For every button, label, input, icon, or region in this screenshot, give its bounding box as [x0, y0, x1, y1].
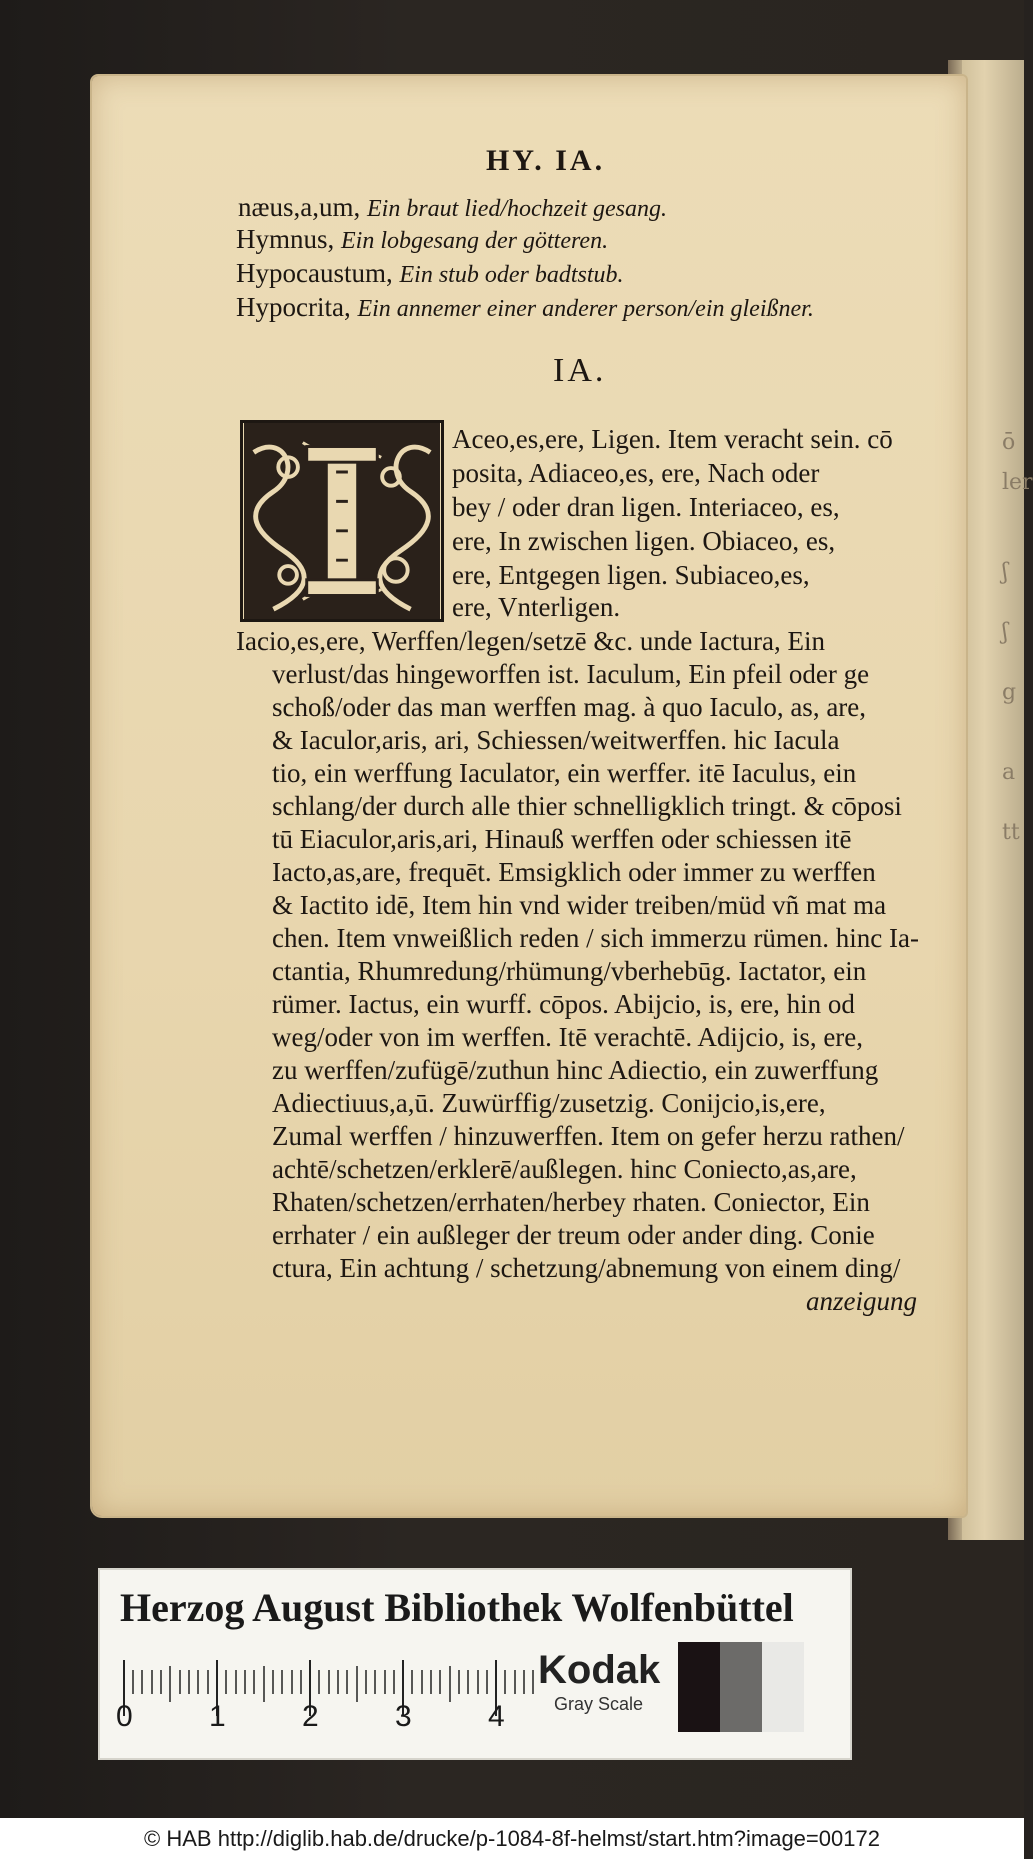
- text-line: weg/oder von im werffen. Itē verachtē. Adijcio, is, ere,: [272, 1022, 864, 1052]
- german-gloss: Ein annemer einer anderer person/ein gleißner.: [357, 296, 814, 322]
- german-gloss: Ein braut lied/hochzeit gesang.: [367, 196, 667, 222]
- text-line: ere, In zwischen ligen. Obiaceo, es,: [452, 526, 836, 556]
- running-header: HY. IA.: [486, 144, 606, 177]
- text-line: schlang/der durch alle thier schnelligklich tringt. & cōposi: [272, 791, 902, 821]
- section-title: IA.: [553, 352, 607, 389]
- text-line: tū Eiaculor,aris,ari, Hinauß werffen oder schiessen itē: [272, 824, 852, 854]
- latin-term: Hypocaustum,: [236, 258, 393, 288]
- entry-line: [236, 256, 624, 292]
- library-name: Herzog August Bibliothek Wolfenbüttel: [120, 1585, 794, 1630]
- text-line: Iacto,as,are, frequēt. Emsigklich oder immer zu werffen: [272, 857, 876, 887]
- text-line: verlust/das hingeworffen ist. Iaculum, Ein pfeil oder ge: [272, 659, 870, 689]
- text-line: posita, Adiaceo,es, ere, Nach oder: [452, 458, 820, 488]
- ruler-number: 2: [302, 1700, 319, 1733]
- gray-swatch-mid: [720, 1642, 762, 1732]
- gray-scale-label: Gray Scale: [554, 1694, 644, 1714]
- text-line: ere, Vnterligen.: [452, 592, 621, 622]
- entry-line: [238, 190, 667, 226]
- ruler-scale: [124, 1658, 544, 1718]
- color-ruler-card: [98, 1568, 852, 1760]
- text-line: & Iaculor,aris, ari, Schiessen/weitwerffen. hic Iacula: [272, 725, 840, 755]
- text-line: chen. Item vnweißlich reden / sich immerzu rümen. hinc Ia-: [272, 923, 920, 953]
- text-line: achtē/schetzen/erklerē/außlegen. hinc Coniecto,as,are,: [272, 1154, 857, 1184]
- text-line: ctura, Ein achtung / schetzung/abnemung von einem ding/: [272, 1253, 901, 1283]
- latin-term: Hypocrita,: [236, 292, 351, 322]
- text-line: tio, ein werffung Iaculator, ein werffer. itē Iaculus, ein: [272, 758, 857, 788]
- german-gloss: Ein stub oder badtstub.: [399, 262, 624, 288]
- text-line: rümer. Iactus, ein wurff. cōpos. Abijcio, is, ere, hin od: [272, 989, 855, 1019]
- text-line: zu werffen/zufügē/zuthun hinc Adiectio, ein zuwerffung: [272, 1055, 879, 1085]
- text-line: schoß/oder das man werffen mag. à quo Iaculo, as, are,: [272, 692, 867, 722]
- text-line: Zumal werffen / hinzuwerffen. Item on gefer herzu rathen/: [272, 1121, 905, 1151]
- entry-line: [236, 222, 608, 258]
- text-line: Aceo,es,ere, Ligen. Item veracht sein. cō: [452, 424, 893, 454]
- text-line: & Iactito idē, Item hin vnd wider treiben/müd vñ mat ma: [272, 890, 887, 920]
- latin-term: næus,a,um,: [238, 192, 361, 222]
- ruler-number: 0: [116, 1700, 133, 1733]
- gray-swatch-black: [678, 1642, 720, 1732]
- text-line: ere, Entgegen ligen. Subiaceo,es,: [452, 560, 810, 590]
- text-line: bey / oder dran ligen. Interiaceo, es,: [452, 492, 840, 522]
- ruler-number: 1: [209, 1700, 226, 1733]
- copyright-footer: © HAB http://diglib.hab.de/drucke/p-1084-8f-helmst/start.htm?image=00172: [0, 1818, 1024, 1859]
- text-line: errhater / ein außleger der treum oder ander ding. Conie: [272, 1220, 875, 1250]
- text-line: Rhaten/schetzen/errhaten/herbey rhaten. Coniector, Ein: [272, 1187, 870, 1217]
- latin-term: Hymnus,: [236, 224, 335, 254]
- entry-line: [236, 290, 814, 326]
- german-gloss: Ein lobgesang der götteren.: [341, 228, 609, 254]
- decorated-initial: [240, 420, 444, 622]
- gray-swatch-white: [762, 1642, 804, 1732]
- ruler-number: 3: [395, 1700, 412, 1733]
- text-line: Iacio,es,ere, Werffen/legen/setzē &c. unde Iactura, Ein: [236, 626, 826, 656]
- text-line: Adiectiuus,a,ū. Zuwürffig/zusetzig. Conijcio,is,ere,: [272, 1088, 826, 1118]
- ruler-number: 4: [488, 1700, 505, 1733]
- facing-page-edge: ō ler ʃ ʃ g a tt: [958, 60, 1024, 1540]
- catchword: anzeigung: [806, 1286, 917, 1316]
- text-line: ctantia, Rhumredung/rhümung/vberhebūg. Iactator, ein: [272, 956, 867, 986]
- ornament-initial-icon: [243, 423, 441, 619]
- kodak-logo: Kodak: [538, 1648, 661, 1692]
